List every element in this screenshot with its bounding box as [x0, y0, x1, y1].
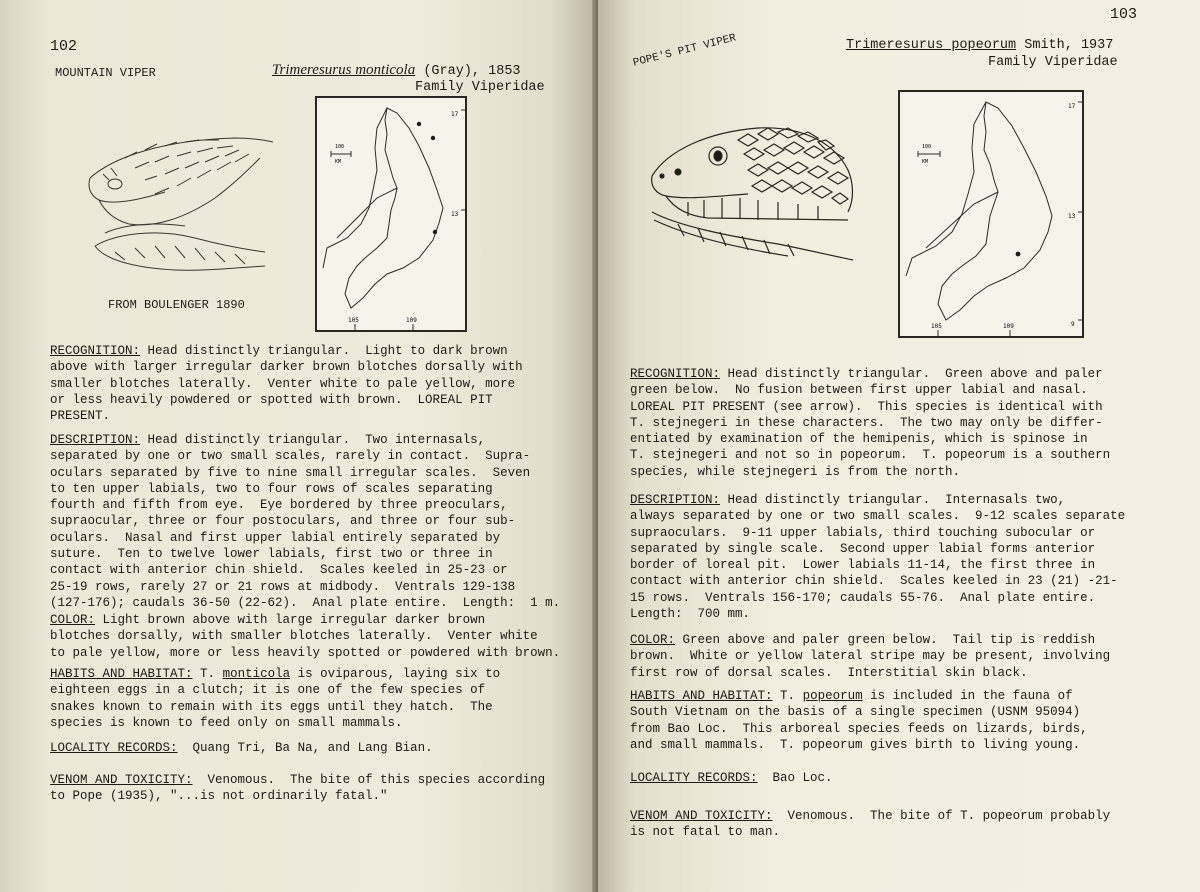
family-name: Family Viperidae	[988, 55, 1118, 70]
page-number: 102	[50, 38, 78, 55]
family-name: Family Viperidae	[415, 80, 545, 95]
map-scale-unit: KM	[335, 159, 342, 165]
distribution-map	[898, 90, 1084, 338]
species-name: Trimeresurus monticola	[272, 62, 416, 78]
venom-section: VENOM AND TOXICITY: Venomous. The bite of T. popeorum probably is not fatal to man.	[630, 809, 1111, 840]
locality-section: LOCALITY RECORDS: Quang Tri, Ba Na, and Lang Bian.	[50, 741, 433, 755]
species-heading	[846, 38, 1113, 53]
recognition-section: RECOGNITION: Head distinctly triangular. Light to dark brown above with larger irregular darker brown blotches dorsally with smaller blotches laterally. Venter white to pale yellow, more or less heavily powdered or spotted with brown. LOREAL PIT PRESENT.	[50, 344, 523, 424]
color-label: COLOR:	[50, 613, 96, 627]
map-lat-tick: 13	[1068, 213, 1076, 220]
right-page	[598, 0, 1200, 892]
locality-label: LOCALITY RECORDS:	[50, 741, 178, 755]
map-lon-tick: 105	[931, 323, 942, 330]
recognition-section: RECOGNITION: Head distinctly triangular. Green above and paler green below. No fusion between first upper labial and nasal. LOREAL PIT PRESENT (see arrow). This species is identical with T. stejnegeri in these characters. The two may only be differ- entiated by examination of the hemipenis, which is spinose in T. stejnegeri and not so in popeorum. T. popeorum is a southern species, while stejnegeri is from the north.	[630, 367, 1111, 479]
color-label: COLOR:	[630, 633, 676, 647]
description-label: DESCRIPTION:	[630, 493, 721, 507]
habits-section: HABITS AND HABITAT: T. monticola is oviparous, laying six to eighteen eggs in a clutch; it is one of the few species of snakes known to remain with its eggs until they hatch. The species is known to feed only on small mammals.	[50, 667, 501, 730]
color-section: COLOR: Green above and paler green below. Tail tip is reddish brown. White or yellow lateral stripe may be present, involving first row of dorsal scales. Interstitial skin black.	[630, 633, 1111, 680]
locality-dot	[1016, 252, 1021, 257]
venom-label: VENOM AND TOXICITY:	[630, 809, 773, 823]
locality-dot	[433, 230, 437, 234]
habits-section: HABITS AND HABITAT: T. popeorum is included in the fauna of South Vietnam on the basis of a single specimen (USNM 95094) from Bao Loc. This arboreal species feeds on lizards, birds, and small mammals. T. popeorum gives birth to living young.	[630, 689, 1088, 752]
species-authority: (Gray), 1853	[423, 64, 521, 79]
common-name: POPE'S PIT VIPER	[632, 32, 738, 70]
common-name: MOUNTAIN VIPER	[55, 66, 156, 80]
map-lon-tick: 109	[1003, 323, 1014, 330]
species-authority: Smith, 1937	[1024, 38, 1114, 53]
locality-section: LOCALITY RECORDS: Bao Loc.	[630, 771, 833, 785]
description-section: DESCRIPTION: Head distinctly triangular. Internasals two, always separated by one or two small scales. 9-12 scales separate supraoculars. 9-11 upper labials, third touching subocular or separated by single scale. Second upper labial forms anterior border of loreal pit. Lower labials 11-14, the first three in contact with anterior chin shield. Scales keeled in 23 (21) -21- 15 rows. Ventrals 156-170; caudals 55-76. Anal plate entire. Length: 700 mm.	[630, 493, 1126, 622]
map-lat-tick: 13	[451, 211, 459, 218]
recognition-label: RECOGNITION:	[50, 344, 141, 358]
habits-label: HABITS AND HABITAT:	[50, 667, 193, 681]
map-lat-tick: 17	[451, 111, 459, 118]
map-lon-tick: 109	[406, 317, 417, 324]
color-section: COLOR: Light brown above with large irregular darker brown blotches dorsally, with smaller blotches laterally. Venter white to pale yellow, more or less heavily spotted or powdered with brown.	[50, 613, 561, 660]
locality-dot	[431, 136, 435, 140]
map-scale-value: 100	[922, 144, 932, 150]
snake-head-illustration	[85, 128, 275, 278]
page-number: 103	[1110, 6, 1138, 23]
venom-label: VENOM AND TOXICITY:	[50, 773, 193, 787]
species-name: Trimeresurus popeorum	[846, 38, 1017, 53]
locality-label: LOCALITY RECORDS:	[630, 771, 758, 785]
locality-dot	[417, 122, 421, 126]
description-label: DESCRIPTION:	[50, 433, 141, 447]
distribution-map	[315, 96, 467, 332]
snake-head-illustration	[648, 120, 858, 270]
habits-label: HABITS AND HABITAT:	[630, 689, 773, 703]
species-heading	[272, 62, 521, 79]
map-scale-unit: KM	[922, 159, 929, 165]
recognition-label: RECOGNITION:	[630, 367, 721, 381]
description-section: DESCRIPTION: Head distinctly triangular. Two internasals, separated by one or two small scales, rarely in contact. Supra- oculars separated by five to nine small irregular scales. Seven to ten upper labials, two to four rows of scales separating fourth and fifth from eye. Eye bordered by three preoculars, supraocular, three or four postoculars, and three or four sub- oculars. Nasal and first upper labial entirely separated by suture. Ten to twelve lower labials, first two or three in contact with anterior chin shield. Scales keeled in 25-23 or 25-19 rows, rarely 27 or 21 rows at midbody. Ventrals 129-138 (127-176); caudals 36-50 (22-62). Anal plate entire. Length: 1 m.	[50, 433, 561, 610]
map-lat-tick: 17	[1068, 103, 1076, 110]
map-lat-tick: 9	[1071, 321, 1075, 328]
map-lon-tick: 105	[348, 317, 359, 324]
illustration-credit: FROM BOULENGER 1890	[108, 298, 245, 312]
map-scale-value: 100	[335, 144, 345, 150]
venom-section: VENOM AND TOXICITY: Venomous. The bite of this species according to Pope (1935), "...is not ordinarily fatal."	[50, 773, 546, 804]
left-page	[0, 0, 598, 892]
